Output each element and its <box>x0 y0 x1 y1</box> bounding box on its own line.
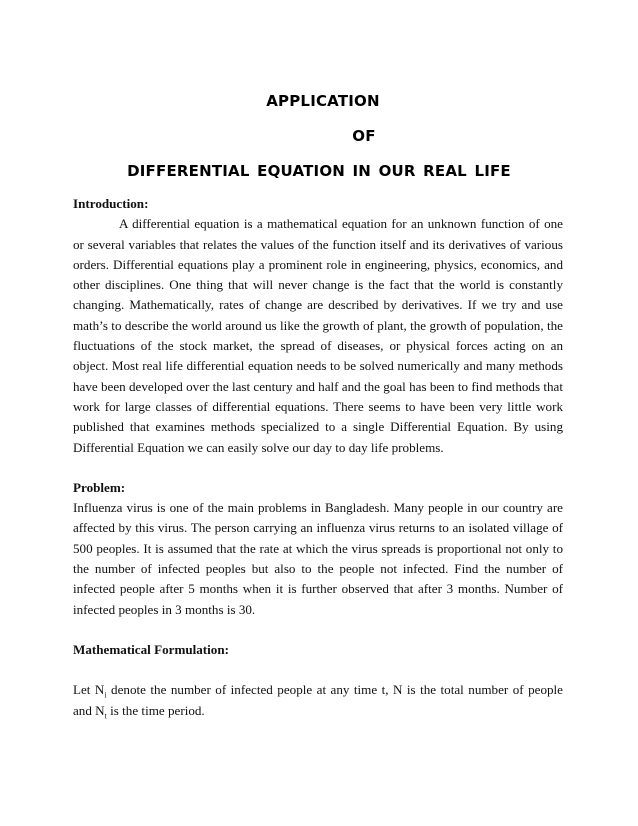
problem-heading: Problem: <box>73 479 126 495</box>
formulation-subscript-i: i <box>104 690 107 700</box>
formulation-text-2: denote the number of infected people at any time t, N is the total number of people and N <box>73 682 563 718</box>
formulation-heading: Mathematical Formulation: <box>73 641 229 657</box>
document-title <box>0 82 638 187</box>
formulation-paragraph <box>73 680 563 721</box>
title-line-2: of <box>352 122 376 146</box>
introduction-paragraph: A differential equation is a mathematical equation for an unknown function of one or several variables that relates the values of the function itself and its derivatives of various orders. Differential equations play a prominent role in engineering, physics, economics, and other disciplines. One thing that will never change is the fact that the world is constantly changing. Mathematically, rates of change are described by derivatives. If we try and use math’s to describe the world around us like the growth of plant, the growth of population, the fluctuations of the stock market, the spread of diseases, or physical forces acting on an object. Most real life differential equation needs to be solved numerically and many methods have been developed over the last century and half and the goal has been to find methods that work for large classes of differential equations. There seems to have been very little work published that examines methods specialized to a single Differential Equation. By using Differential Equation we can easily solve our day to day life problems. <box>73 216 563 455</box>
section-spacer <box>73 458 563 478</box>
formulation-text-1: Let N <box>73 682 105 698</box>
title-line-3: differential equation in our real life <box>127 157 511 181</box>
formulation-text-3: is the time period. <box>106 702 205 718</box>
section-spacer <box>73 660 563 680</box>
formulation-subscript-t: t <box>104 711 107 721</box>
problem-paragraph: Influenza virus is one of the main problems in Bangladesh. Many people in our country are affected by this virus. The person carrying an influenza virus returns to an isolated village of 500 peoples. It is assumed that the rate at which the virus spreads is proportional not only to the number of infected peoples but also to the people not infected. Find the number of infected people after 5 months when it is further observed that after 3 months. Number of infected peoples in 3 months is 30. <box>73 500 563 617</box>
section-spacer <box>73 620 563 640</box>
title-line-1: application <box>266 87 380 111</box>
document-body <box>73 194 563 721</box>
introduction-heading: Introduction: <box>73 196 149 211</box>
